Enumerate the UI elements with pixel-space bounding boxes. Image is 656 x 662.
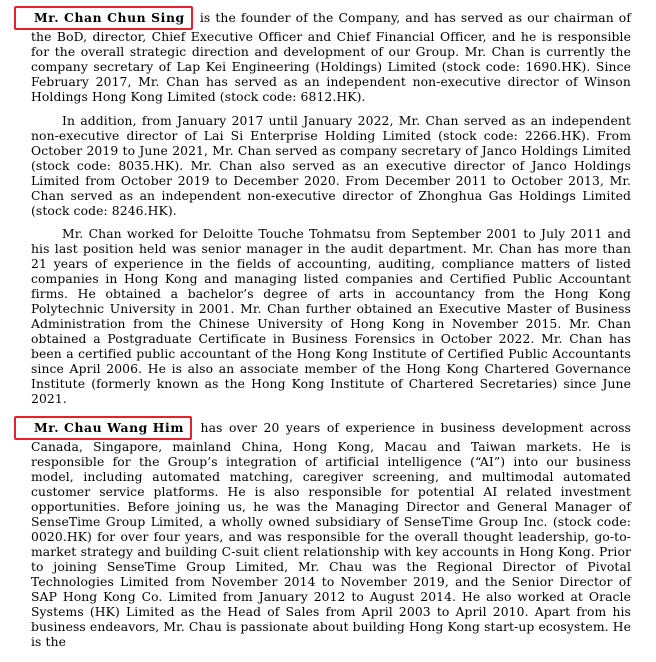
bio-chan-intro-paragraph [31, 6, 631, 105]
bio-chau-intro-paragraph [31, 416, 631, 650]
highlighted-name-chau-wang-him: Mr. Chau Wang Him [14, 416, 192, 440]
bio-chan-directorships-paragraph: In addition, from January 2017 until January 2022, Mr. Chan served as an independent non-executive director of Lai Si Enterprise Holding Limited (stock code: 2266.HK). From October 2019 to June 2021, Mr. Chan served as company secretary of Janco Holdings Limited (stock code: 8035.HK). Mr. Chan also served as an executive director of Janco Holdings Limited from October 2019 to December 2020. From December 2011 to October 2013, Mr. Chan served as an independent non-executive director of Zhonghua Gas Holdings Limited (stock code: 8246.HK). [31, 113, 631, 218]
bio-chan-career-paragraph: Mr. Chan worked for Deloitte Touche Tohmatsu from September 2001 to July 2011 and his last position held was senior manager in the audit department. Mr. Chan has more than 21 years of experience in the fields of accounting, auditing, compliance matters of listed companies in Hong Kong and managing listed companies and Certified Public Accountant firms. He obtained a bachelor’s degree of arts in accountancy from the Hong Kong Polytechnic University in 2001. Mr. Chan further obtained an Executive Master of Business Administration from the Chinese University of Hong Kong in November 2015. Mr. Chan obtained a Postgraduate Certificate in Business Forensics in October 2022. Mr. Chan has been a certified public accountant of the Hong Kong Institute of Certified Public Accountants since April 2006. He is also an associate member of the Hong Kong Chartered Governance Institute (formerly known as the Hong Kong Institute of Chartered Secretaries) since June 2021. [31, 227, 631, 407]
bio-chau-intro-text: has over 20 years of experience in business development across Canada, Singapore, mainland China, Hong Kong, Macau and Taiwan markets. He is responsible for the Group’s integration of artificial intelligence (“AI”) into our business model, including automated matching, caregiver screening, and multimodal automated customer service platforms. He is also responsible for potential AI related investment opportunities. Before joining us, he was the Managing Director and General Manager of SenseTime Group Limited, a wholly owned subsidiary of SenseTime Group Inc. (stock code: 0020.HK) for over four years, and was responsible for the overall thought leadership, go-to-market strategy and building C-suit client relationship with key accounts in Hong Kong. Prior to joining SenseTime Group Limited, Mr. Chau was the Regional Director of Pivotal Technologies Limited from November 2014 to November 2019, and the Senior Director of SAP Hong Kong Co. Limited from January 2012 to August 2014. He also worked at Oracle Systems (HK) Limited as the Head of Sales from April 2003 to April 2010. Apart from his business endeavors, Mr. Chau is passionate about building Hong Kong start-up ecosystem. He is the [31, 421, 631, 650]
highlighted-name-chan-chun-sing: Mr. Chan Chun Sing [14, 6, 193, 30]
document-page [31, 6, 631, 659]
bio-chan-intro-text: is the founder of the Company, and has served as our chairman of the BoD, director, Chief Executive Officer and Chief Financial Officer, and he is responsible for the overall strategic direction and development of our Group. Mr. Chan is currently the company secretary of Lap Kei Engineering (Holdings) Limited (stock code: 1690.HK). Since February 2017, Mr. Chan has served as an independent non-executive director of Winson Holdings Hong Kong Limited (stock code: 6812.HK). [31, 11, 632, 104]
